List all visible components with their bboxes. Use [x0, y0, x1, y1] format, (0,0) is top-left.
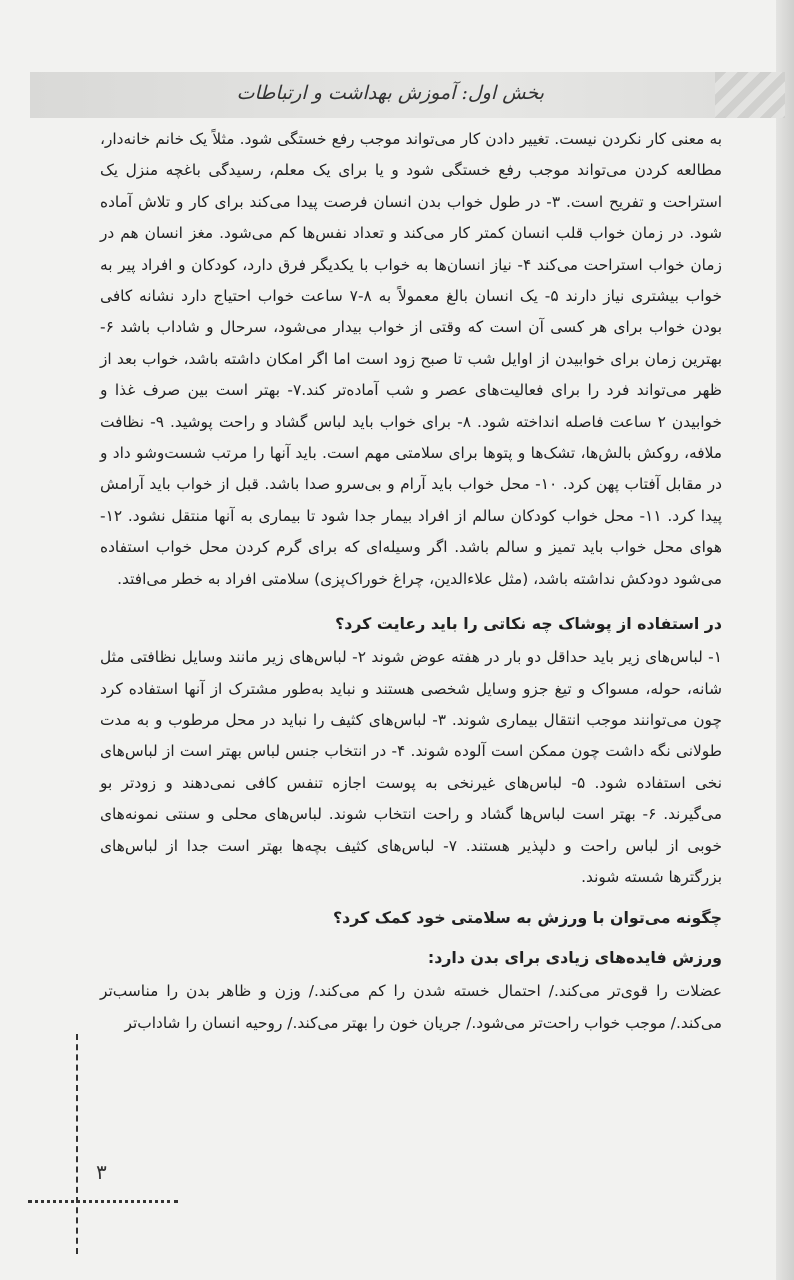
page-edge-shadow: [776, 0, 794, 1280]
exercise-subheading: ورزش فایده‌های زیادی برای بدن دارد:: [427, 948, 722, 968]
clothing-paragraph: ۱- لباس‌های زیر باید حداقل دو بار در هفته عوض شوند ۲- لباس‌های زیر مانند وسایل نظافتی مثل شانه، حوله، مسواک و تیغ جزو وسایل شخصی هستند و نباید به‌طور مشترک از آنها استفاده کرد چون می‌توانند موجب انتقال بیماری شوند. ۳- لباس‌های کثیف را نباید در محل مرطوب و به مدت طولانی نگه داشت چون ممکن است آلوده شوند. ۴- در انتخاب جنس لباس بهتر است از لباس‌های نخی استفاده شود. ۵- لباس‌های غیرنخی به پوست اجازه تنفس کافی نمی‌دهند و زودتر بو می‌گیرند. ۶- بهتر است لباس‌ها گشاد و راحت انتخاب شوند. لباس‌های محلی و سنتی نمونه‌های خوبی از لباس راحت و دلپذیر هستند. ۷- لباس‌های کثیف بچه‌ها بهتر است جدا از لباس‌های بزرگترها شسته شوند.: [100, 648, 722, 886]
horizontal-dotted-guide: [28, 1200, 178, 1203]
sleep-paragraph: به معنی کار نکردن نیست. تغییر دادن کار می‌تواند موجب رفع خستگی شود. مثلاً یک خانم خانه‌دار، مطالعه کردن می‌تواند موجب رفع خستگی شود و یا برای یک معلم، رسیدگی باغچه منزل یک استراحت و تفریح است. ۳- در طول خواب بدن انسان فرصت پیدا می‌کند برای کار و تلاش آماده شود. در زمان خواب قلب انسان کمتر کار می‌کند و تعداد نفس‌ها کم می‌شود. مغز انسان هم در زمان خواب استراحت می‌کند ۴- نیاز انسان‌ها به خواب با یکدیگر فرق دارد، کودکان و افراد پیر به خواب بیشتری نیاز دارند ۵- یک انسان بالغ معمولاً به ۸-۷ ساعت خواب احتیاج دارد نشانه کافی بودن خواب برای هر کسی آن است که وقتی از خواب بیدار می‌شود، سرحال و شاداب باشد ۶- بهترین زمان برای خوابیدن از اوایل شب تا صبح زود است اما اگر امکان داشته باشد، خواب بعد از ظهر می‌تواند فرد را برای فعالیت‌های عصر و شب آماده‌تر کند.۷- بهتر است بین صرف غذا و خوابیدن ۲ ساعت فاصله انداخته شود. ۸- برای خواب باید لباس گشاد و راحت پوشید. ۹- نظافت ملافه، روکش بالش‌ها، تشک‌ها و پتوها برای سلامتی مهم است. باید آنها را مرتب شست‌وشو داد و در مقابل آفتاب پهن کرد. ۱۰- محل خواب باید آرام و بی‌سرو صدا باشد. قبل از خواب باید آرامش پیدا کرد. ۱۱- محل خواب کودکان سالم از افراد بیمار جدا شود تا بیماری به آنها منتقل نشود. ۱۲- هوای محل خواب باید تمیز و سالم باشد. اگر وسیله‌ای که برای گرم کردن محل خواب استفاده می‌شود دودکش نداشته باشد، (مثل علاءالدین، چراغ خوراک‌پزی) سلامتی افراد به خطر می‌افتد.: [100, 130, 722, 588]
page-body: [100, 124, 722, 1039]
exercise-paragraph: عضلات را قوی‌تر می‌کند./ احتمال خسته شدن را کم می‌کند./ وزن و ظاهر بدن را مناسب‌تر می‌کند./ موجب خواب راحت‌تر می‌شود./ جریان خون را بهتر می‌کند./ روحیه انسان را شاداب‌تر: [100, 982, 722, 1032]
clothing-heading: در استفاده از پوشاک چه نکاتی را باید رعایت کرد؟: [335, 614, 722, 634]
header-stripe-decoration: [715, 72, 785, 118]
chapter-title: بخش اول: آموزش بهداشت و ارتباطات: [236, 82, 544, 104]
page-number: ۳: [96, 1160, 107, 1184]
exercise-heading: چگونه می‌توان با ورزش به سلامتی خود کمک کرد؟: [332, 908, 722, 928]
vertical-dotted-guide: [76, 1034, 78, 1254]
